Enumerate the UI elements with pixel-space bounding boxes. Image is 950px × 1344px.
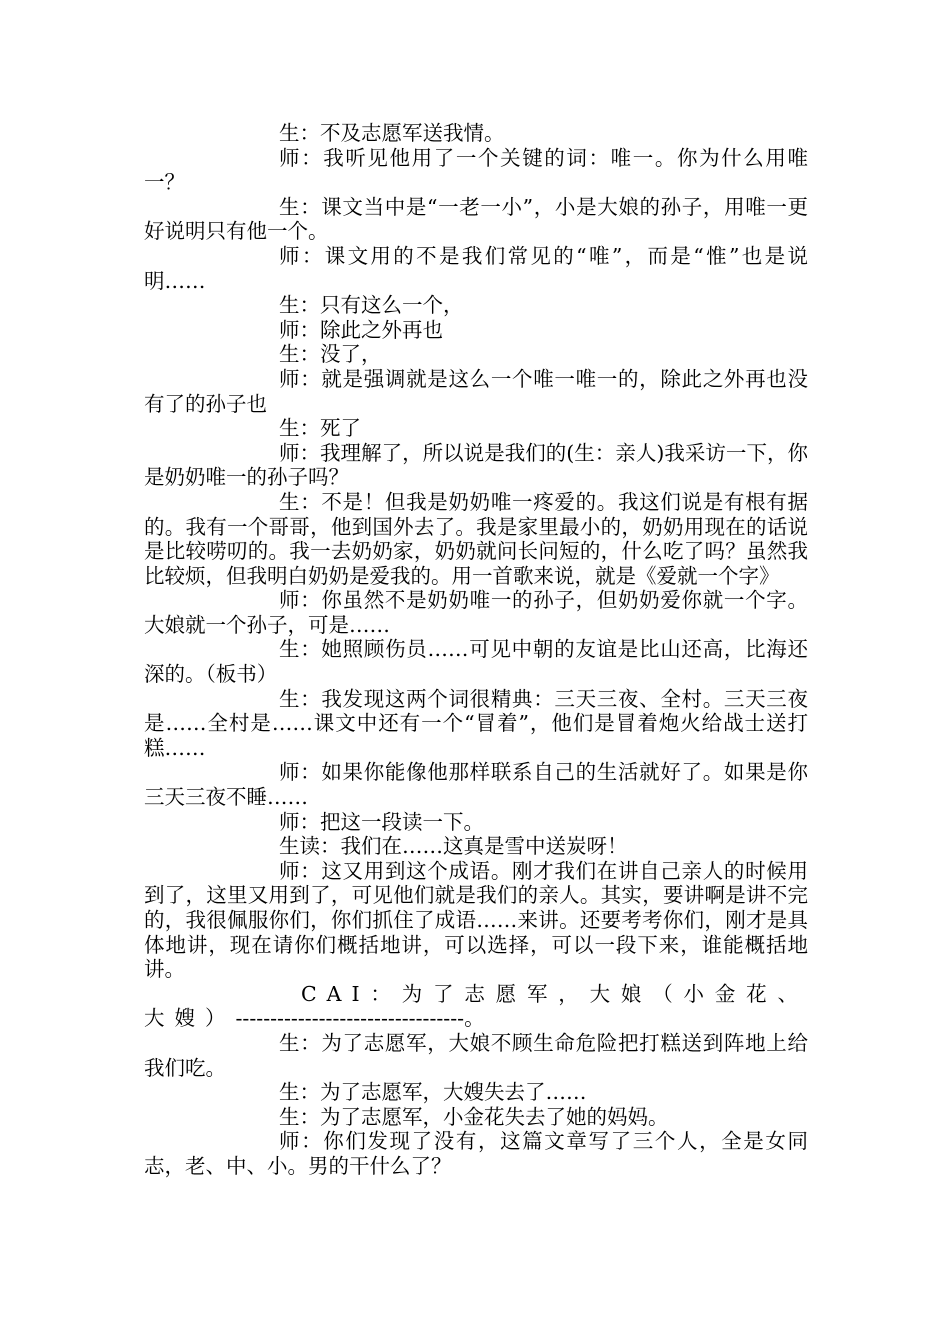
cai-slide-line: [144, 982, 808, 1031]
dialogue-paragraph: 师：如果你能像他那样联系自己的生活就好了。如果是你三天三夜不睡……: [144, 760, 808, 810]
dialogue-paragraph: 师：你虽然不是奶奶唯一的孙子，但奶奶爱你就一个字。大娘就一个孙子，可是……: [144, 588, 808, 637]
dialogue-paragraph: 生：为了志愿军，小金花失去了她的妈妈。: [279, 1104, 669, 1129]
dialogue-paragraph: 生：没了，: [279, 342, 382, 367]
dialogue-paragraph: 生：课文当中是“一老一小”，小是大娘的孙子，用唯一更好说明只有他一个。: [144, 194, 808, 244]
dialogue-paragraph: 师：就是强调就是这么一个唯一唯一的，除此之外再也没有了的孙子也: [144, 366, 808, 416]
dialogue-paragraph: 生：死了: [279, 416, 361, 441]
dialogue-paragraph: 生：为了志愿军，大嫂失去了……: [279, 1080, 587, 1105]
dialogue-paragraph: 生：只有这么一个，: [279, 293, 464, 318]
dialogue-paragraph: 生：为了志愿军，大娘不顾生命危险把打糕送到阵地上给我们吃。: [144, 1030, 808, 1080]
dialogue-paragraph: 师：除此之外再也: [279, 317, 443, 342]
dialogue-paragraph: 师：课文用的不是我们常见的“唯”，而是“惟”也是说明……: [144, 243, 808, 293]
dialogue-paragraph: 生：不是！但我是奶奶唯一疼爱的。我这们说是有根有据的。我有一个哥哥，他到国外去了。我是家里最小的，奶奶用现在的话说是比较唠叨的。我一去奶奶家，奶奶就问长问短的，什么吃了吗？虽然我比较烦，但我明白奶奶是爱我的。用一首歌来说，就是《爱就一个字》: [144, 489, 808, 588]
dialogue-paragraph: 师：这又用到这个成语。刚才我们在讲自己亲人的时候用到了，这里又用到了，可见他们就是我们的亲人。其实，要讲啊是讲不完的，我很佩服你们，你们抓住了成语……来讲。还要考考你们，刚才是具体地讲，现在请你们概括地讲，可以选择，可以一段下来，谁能概括地讲。: [144, 858, 808, 982]
cai-blank-dashes: ---------------------------------。: [235, 1006, 485, 1031]
cai-slide-text: CAI：为了志愿军，大娘（小金花、大嫂）: [144, 981, 808, 1031]
dialogue-paragraph: 师：你们发现了没有，这篇文章写了三个人，全是女同志，老、中、小。男的干什么了？: [144, 1129, 808, 1178]
dialogue-paragraph: 师：我理解了，所以说是我们的(生：亲人)我采访一下，你是奶奶唯一的孙子吗？: [144, 440, 808, 490]
dialogue-paragraph: 生：不及志愿军送我情。: [279, 121, 505, 145]
dialogue-paragraph: 师：我听见他用了一个关键的词：唯一。你为什么用唯一？: [144, 145, 808, 195]
dialogue-paragraph: 生读：我们在……这真是雪中送炭呀！: [279, 834, 628, 859]
dialogue-paragraph: 生：我发现这两个词很精典：三天三夜、全村。三天三夜是……全村是……课文中还有一个“冒着”，他们是冒着炮火给战士送打糕……: [144, 686, 808, 760]
dialogue-paragraph: 师：把这一段读一下。: [279, 809, 484, 834]
dialogue-paragraph: 生：她照顾伤员……可见中朝的友谊是比山还高，比海还深的。（板书）: [144, 637, 808, 687]
lesson-transcript: [144, 121, 808, 1179]
